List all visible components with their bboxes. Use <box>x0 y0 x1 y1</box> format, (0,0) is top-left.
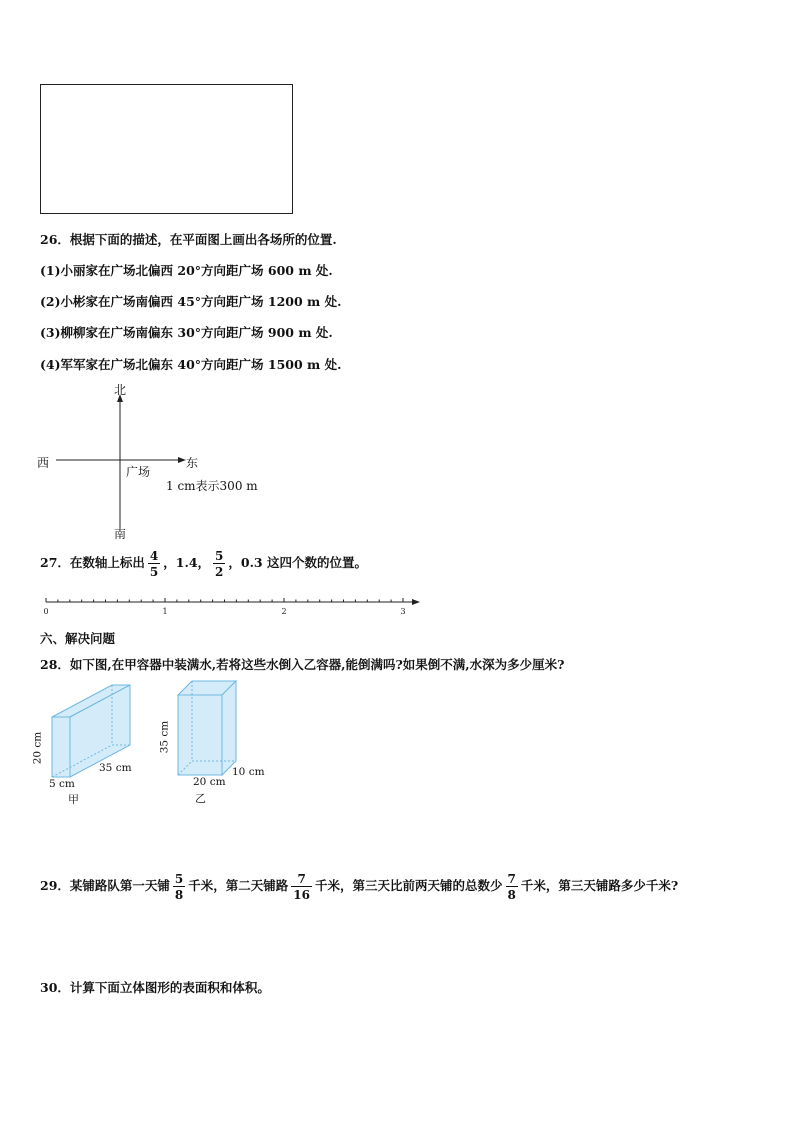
q29-part-1: 29．某铺路队第一天铺 <box>40 878 170 893</box>
q27-suffix: ，0.3 这四个数的位置。 <box>228 555 367 570</box>
axis-label-2: 2 <box>281 607 287 616</box>
axis-label-3: 3 <box>400 607 406 616</box>
q29-fraction-1 <box>173 873 185 901</box>
q29-text <box>40 871 678 901</box>
q27-fraction-2 <box>213 550 225 578</box>
number-line <box>30 590 430 620</box>
compass-south-label: 南 <box>114 527 127 541</box>
q27-text <box>40 548 367 578</box>
jia-length-label: 35 cm <box>99 762 132 774</box>
q29-fraction-3 <box>506 873 518 901</box>
q29-fraction-1-den: 8 <box>174 887 184 902</box>
q28-text: 28．如下图,在甲容器中装满水,若将这些水倒入乙容器,能倒满吗?如果倒不满,水深为多少厘米? <box>40 657 565 672</box>
compass-east-label: 东 <box>186 456 199 470</box>
q29-fraction-2-num: 7 <box>291 873 312 887</box>
yi-height-label: 35 cm <box>158 720 171 754</box>
jia-width-label: 5 cm <box>49 778 75 790</box>
q27-fraction-1 <box>148 550 160 578</box>
q29-part-3: 千米，第三天比前两天铺的总数少 <box>314 878 503 893</box>
east-arrow-icon <box>178 457 186 463</box>
q26-item-2: (2)小彬家在广场南偏西 45°方向距广场 1200 m 处. <box>40 294 342 309</box>
q29-part-4: 千米，第三天铺路多少千米? <box>520 878 679 893</box>
q29-fraction-2-den: 16 <box>293 887 310 902</box>
compass-center-label: 广场 <box>126 465 151 479</box>
q29-fraction-1-num: 5 <box>174 871 184 886</box>
q26-item-4: (4)军军家在广场北偏东 40°方向距广场 1500 m 处. <box>40 357 342 372</box>
q27-fraction-1-den: 5 <box>149 564 159 579</box>
q26-item-3: (3)柳柳家在广场南偏东 30°方向距广场 900 m 处. <box>40 325 333 340</box>
compass-north-label: 北 <box>114 383 127 397</box>
q26-item-1: (1)小丽家在广场北偏西 20°方向距广场 600 m 处. <box>40 263 333 278</box>
q27-fraction-2-num: 5 <box>215 548 224 563</box>
jia-height-label: 20 cm <box>31 731 44 765</box>
answer-box <box>40 84 293 214</box>
yi-width-label: 10 cm <box>232 766 265 778</box>
compass-scale-label: 1 cm表示300 m <box>166 479 258 493</box>
axis-label-0: 0 <box>43 607 49 616</box>
yi-name-label: 乙 <box>195 792 206 805</box>
q29-part-2: 千米，第二天铺路 <box>188 878 289 893</box>
axis-label-1: 1 <box>162 607 168 616</box>
compass-west-label: 西 <box>37 456 50 470</box>
q27-fraction-2-den: 2 <box>215 564 224 579</box>
q29-fraction-3-num: 7 <box>507 871 516 886</box>
compass-diagram <box>30 378 290 543</box>
number-line-arrow-icon <box>412 599 420 605</box>
container-yi <box>178 681 236 775</box>
q27-mid: ，1.4， <box>163 555 211 570</box>
q26-title: 26．根据下面的描述，在平面图上画出各场所的位置. <box>40 232 337 247</box>
q27-prefix: 27．在数轴上标出 <box>40 555 145 570</box>
q29-fraction-3-den: 8 <box>507 887 516 902</box>
jia-name-label: 甲 <box>68 793 79 806</box>
q27-fraction-1-num: 4 <box>149 548 159 563</box>
yi-length-label: 20 cm <box>193 776 226 788</box>
q30-text: 30．计算下面立体图形的表面积和体积。 <box>40 980 270 995</box>
q29-fraction-2 <box>291 873 312 901</box>
section-6-title: 六、解决问题 <box>40 631 116 646</box>
